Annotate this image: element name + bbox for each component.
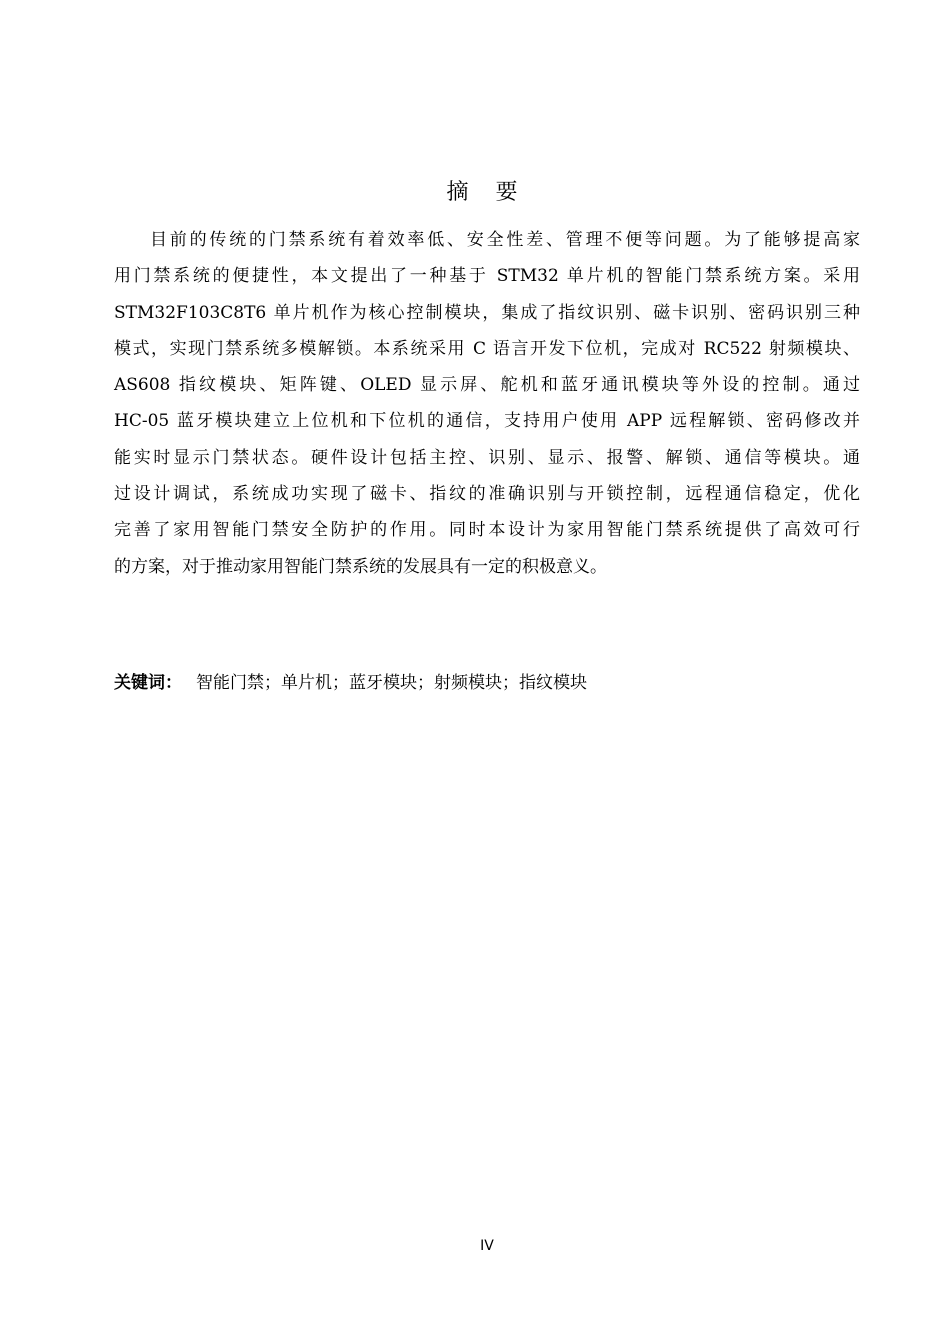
abstract-line: HC-05 蓝牙模块建立上位机和下位机的通信，支持用户使用 APP 远程解锁、密码修改并 [114, 411, 860, 432]
page-title: 摘 要 [446, 180, 528, 205]
abstract-body [114, 222, 860, 585]
abstract-line: AS608 指纹模块、矩阵键、OLED 显示屏、舵机和蓝牙通讯模块等外设的控制。通过 [114, 375, 860, 396]
keywords-label: 关键词： [114, 673, 182, 693]
keywords [114, 666, 587, 700]
abstract-line: 完善了家用智能门禁安全防护的作用。同时本设计为家用智能门禁系统提供了高效可行 [114, 520, 860, 541]
abstract-line: 过设计调试，系统成功实现了磁卡、指纹的准确识别与开锁控制，远程通信稳定，优化 [114, 484, 860, 505]
abstract-line: 模式，实现门禁系统多模解锁。本系统采用 C 语言开发下位机，完成对 RC522 射频模块、 [114, 338, 860, 359]
abstract-line: 用门禁系统的便捷性，本文提出了一种基于 STM32 单片机的智能门禁系统方案。采用 [114, 266, 860, 287]
abstract-line: 目前的传统的门禁系统有着效率低、安全性差、管理不便等问题。为了能够提高家 [150, 230, 860, 250]
abstract-line: STM32F103C8T6 单片机作为核心控制模块，集成了指纹识别、磁卡识别、密码识别三种 [114, 302, 860, 323]
page-number: IV [480, 1238, 494, 1254]
abstract-line: 的方案，对于推动家用智能门禁系统的发展具有一定的积极意义。 [114, 556, 607, 577]
abstract-line: 能实时显示门禁状态。硬件设计包括主控、识别、显示、报警、解锁、通信等模块。通 [114, 447, 860, 468]
keywords-value: 智能门禁；单片机；蓝牙模块；射频模块；指纹模块 [196, 673, 587, 693]
